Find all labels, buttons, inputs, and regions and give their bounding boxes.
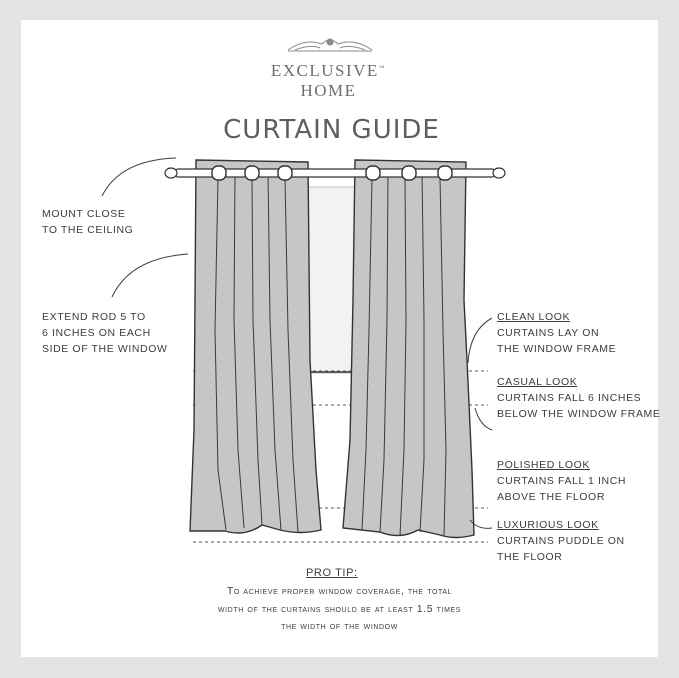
luxurious-look-label: LUXURIOUS LOOK CURTAINS PUDDLE ON THE FLOOR [497, 519, 625, 563]
brand-home: HOME [300, 81, 357, 100]
casual-look-label: CASUAL LOOK CURTAINS FALL 6 INCHES BELOW THE WINDOW FRAME [497, 376, 661, 420]
polished-look-label: POLISHED LOOK CURTAINS FALL 1 INCH ABOVE THE FLOOR [497, 459, 627, 503]
logo-ornament [288, 39, 372, 51]
extend-rod-label: EXTEND ROD 5 TO 6 INCHES ON EACH SIDE OF THE WINDOW [42, 311, 168, 355]
window-frame [305, 187, 357, 373]
clean-look-label: CLEAN LOOK CURTAINS LAY ON THE WINDOW FRAME [497, 311, 617, 355]
brand-name: EXCLUSIVE™ [270, 61, 387, 80]
pro-tip-heading: PRO TIP: [306, 567, 358, 579]
left-curtain [190, 160, 321, 533]
mount-label: MOUNT CLOSE TO THE CEILING [42, 208, 134, 236]
pro-tip-text: To achieve proper window coverage, the total width of the curtains should be at least 1.5 times the width of the window [217, 585, 462, 632]
page-title: CURTAIN GUIDE [223, 115, 440, 145]
right-curtain [343, 160, 474, 538]
